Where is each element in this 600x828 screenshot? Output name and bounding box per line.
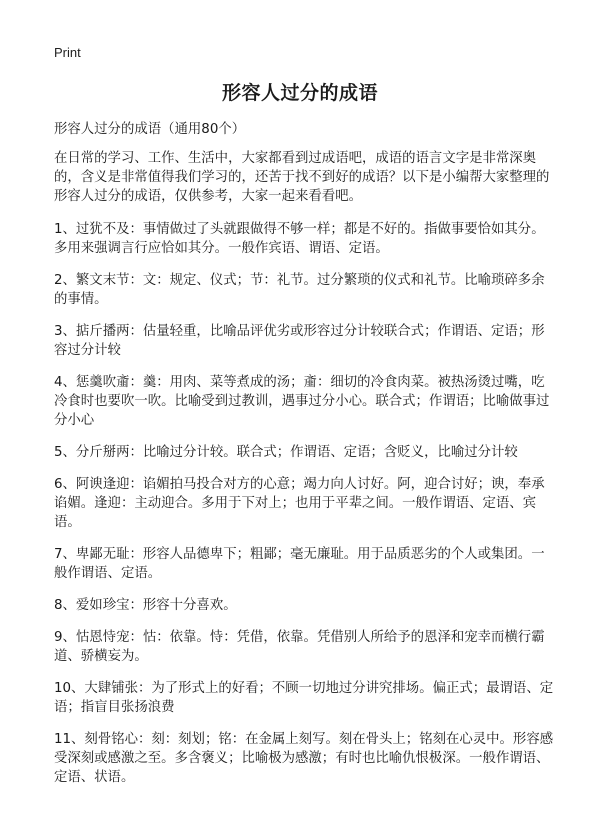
article-body — [54, 120, 554, 800]
idiom-entry: 7、卑鄙无耻：形容人品德卑下；粗鄙；毫无廉耻。用于品质恶劣的个人或集团。一般作谓语、定语。 — [54, 547, 545, 581]
idiom-entry: 4、惩羹吹齑：羹：用肉、菜等煮成的汤；齑：细切的冷食肉菜。被热汤烫过嘴，吃冷食时也要吹一吹。比喻受到过教训，遇事过分小心。联合式；作谓语；比喻做事过分小心 — [54, 375, 550, 428]
page-title: 形容人过分的成语 — [221, 82, 378, 104]
idiom-entry: 2、繁文末节：文：规定、仪式；节：礼节。过分繁琐的仪式和礼节。比喻琐碎多余的事情。 — [54, 273, 545, 307]
idiom-entry: 11、刻骨铭心：刻：刻划；铭：在金属上刻写。刻在骨头上；铭刻在心灵中。形容感受深刻或感激之至。多含褒义；比喻极为感激；有时也比喻仇恨极深。一般作谓语、定语、状语。 — [54, 732, 554, 785]
print-link[interactable]: Print — [54, 45, 81, 60]
idiom-entry: 1、过犹不及：事情做过了头就跟做得不够一样；都是不好的。指做事要恰如其分。多用来强调言行应恰如其分。一般作宾语、谓语、定语。 — [54, 222, 545, 256]
idiom-entry: 6、阿谀逢迎：谄媚拍马投合对方的心意；竭力向人讨好。阿，迎合讨好；谀，奉承谄媚。逢迎：主动迎合。多用于下对上；也用于平辈之间。一般作谓语、定语、宾语。 — [54, 477, 545, 530]
article-intro: 在日常的学习、工作、生活中，大家都看到过成语吧，成语的语言文字是非常深奥的，含义是非常值得我们学习的，还苦于找不到好的成语？以下是小编帮大家整理的形容人过分的成语，仅供参考，大家一起来看看吧。 — [54, 151, 550, 204]
article-subtitle: 形容人过分的成语（通用80个） — [54, 122, 246, 137]
idiom-entry: 10、大肆铺张：为了形式上的好看；不顾一切地过分讲究排场。偏正式；最谓语、定语；指盲目张扬浪费 — [54, 681, 554, 715]
idiom-entry: 9、怙恩恃宠：怙：依靠。恃：凭借，依靠。凭借别人所给予的恩泽和宠幸而横行霸道、骄横妄为。 — [54, 630, 545, 664]
idiom-entry: 5、分斤掰两：比喻过分计较。联合式；作谓语、定语；含贬义，比喻过分计较 — [54, 445, 518, 460]
idiom-entry: 8、爱如珍宝：形容十分喜欢。 — [54, 598, 237, 613]
idiom-entry: 3、掂斤播两：估量轻重，比喻品评优劣或形容过分计较联合式；作谓语、定语；形容过分计较 — [54, 324, 545, 358]
